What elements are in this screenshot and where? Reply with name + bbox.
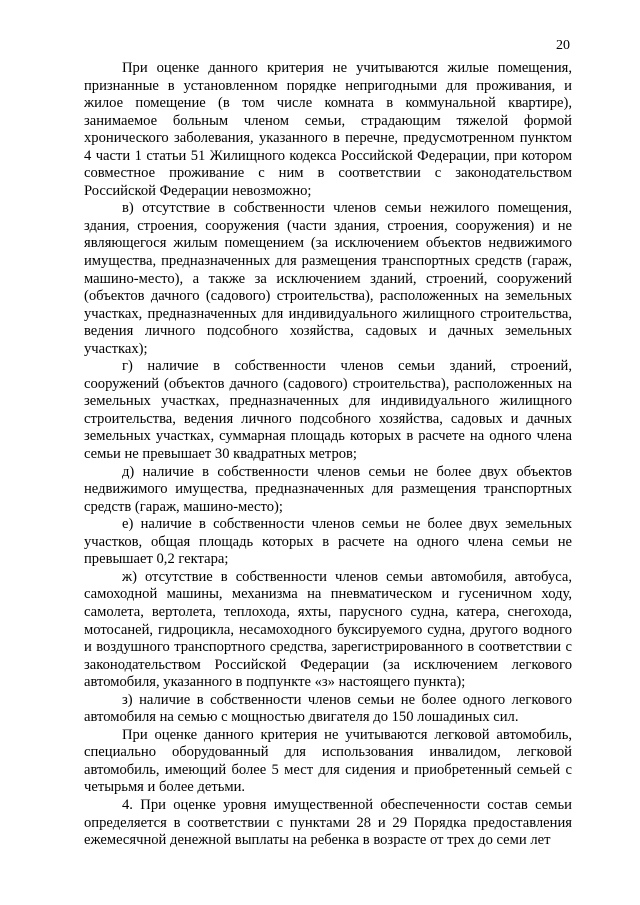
page-number: 20 bbox=[556, 38, 570, 53]
paragraph-housing-exclusion: При оценке данного критерия не учитываются жилые помещения, признанные в установленном порядке непригодными для проживания, и жилое помещение (в том числе комната в коммунальной квартире), занимаемое больным членом семьи, страдающим тяжелой формой хронического заболевания, указанного в перечне, предусмотренном пунктом 4 части 1 статьи 51 Жилищного кодекса Российской Федерации, при котором совместное проживание с ним в соответствии с законодательством Российской Федерации невозможно; bbox=[84, 60, 572, 199]
paragraph-criterion-v: в) отсутствие в собственности членов семьи нежилого помещения, здания, строения, сооружения (части здания, строения, сооружения) и не являющегося жилым помещением (за исключением объектов недвижимого имущества, предназначенных для размещения транспортных средств (гараж, машино-место), а также за исключением зданий, строений, сооружений (объектов дачного (садового) строительства), расположенных на земельных участках, предназначенных для индивидуального жилищного строительства, ведения личного подсобного хозяйства, садовых и дачных земельных участках); bbox=[84, 200, 572, 357]
paragraph-criterion-z: з) наличие в собственности членов семьи не более одного легкового автомобиля на семью с мощностью двигателя до 150 лошадиных сил. bbox=[84, 691, 572, 726]
paragraph-vehicle-exclusion: При оценке данного критерия не учитываются легковой автомобиль, специально оборудованный для использования инвалидом, легковой автомобиль, имеющий более 5 мест для сидения и приобретенный семьей с четырьмя и более детьми. bbox=[84, 726, 572, 796]
paragraph-criterion-g: г) наличие в собственности членов семьи зданий, строений, сооружений (объектов дачного (садового) строительства), расположенных на земельных участках, предназначенных для индивидуального жилищного строительства, ведения личного подсобного хозяйства, садовых и дачных земельных участках, суммарная площадь которых в расчете на одного члена семьи не превышает 30 квадратных метров; bbox=[84, 358, 572, 463]
paragraph-criterion-e: е) наличие в собственности членов семьи не более двух земельных участков, общая площадь которых в расчете на одного члена семьи не превышает 0,2 гектара; bbox=[84, 516, 572, 568]
paragraph-criterion-zh: ж) отсутствие в собственности членов семьи автомобиля, автобуса, самоходной машины, механизма на пневматическом и гусеничном ходу, самолета, вертолета, теплохода, яхты, парусного судна, катера, снегохода, мотосаней, гидроцикла, несамоходного буксируемого судна, другого водного и воздушного транспортного средства, зарегистрированного в соответствии с законодательством Российской Федерации (за исключением легкового автомобиля, указанного в подпункте «з» настоящего пункта); bbox=[84, 568, 572, 691]
document-body bbox=[84, 60, 572, 850]
paragraph-item-4: 4. При оценке уровня имущественной обеспеченности состав семьи определяется в соответствии с пунктами 28 и 29 Порядка предоставления ежемесячной денежной выплаты на ребенка в возрасте от трех до семи лет bbox=[84, 796, 572, 849]
paragraph-criterion-d: д) наличие в собственности членов семьи не более двух объектов недвижимого имущества, предназначенных для размещения транспортных средств (гараж, машино-место); bbox=[84, 463, 572, 515]
